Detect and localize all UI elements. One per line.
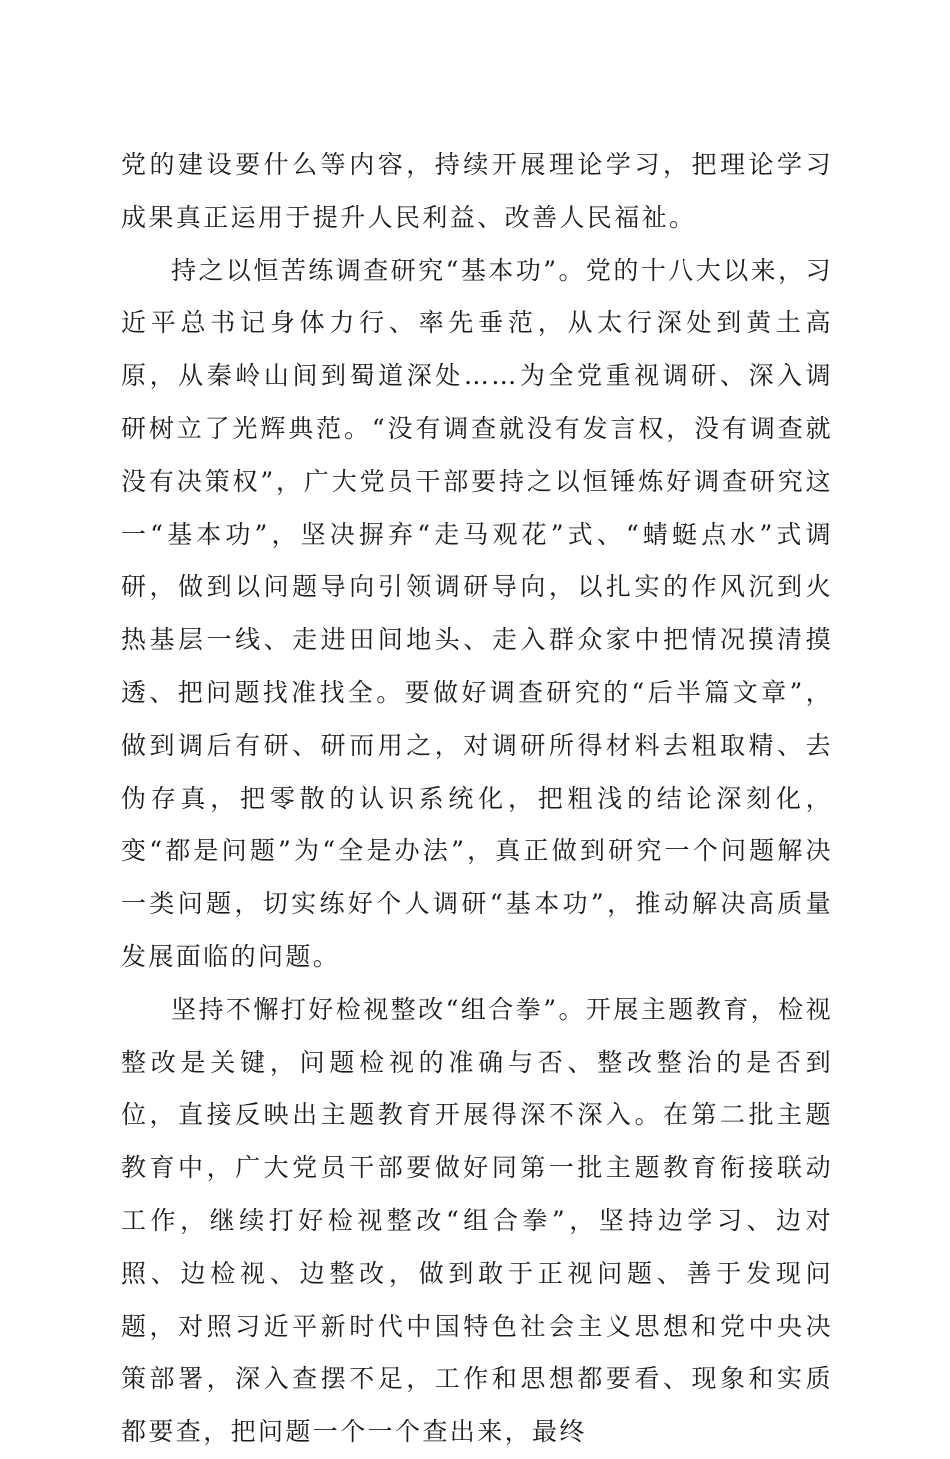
paragraph-inspection-rectification: 坚持不懈打好检视整改“组合拳”。开展主题教育，检视整改是关键，问题检视的准确与否、整改整治的是否到位，直接反映出主题教育开展得深不深入。在第二批主题教育中，广大党员干部要做好同第一批主题教育衔接联动工作，继续打好检视整改“组合拳”，坚持边学习、边对照、边检视、边整改，做到敢于正视问题、善于发现问题，对照习近平新时代中国特色社会主义思想和党中央决策部署，深入查摆不足，工作和思想都要看、现象和实质都要查，把问题一个一个查出来，最终 [121,994,833,1447]
document-body [121,139,833,1459]
paragraph-continuation: 党的建设要什么等内容，持续开展理论学习，把理论学习成果真正运用于提升人民利益、改善人民福祉。 [121,150,833,232]
paragraph-investigation-research: 持之以恒苦练调查研究“基本功”。党的十八大以来，习近平总书记身体力行、率先垂范，从太行深处到黄土高原，从秦岭山间到蜀道深处……为全党重视调研、深入调研树立了光辉典范。“没有调查就没有发言权，没有调查就没有决策权”，广大党员干部要持之以恒锤炼好调查研究这一“基本功”，坚决摒弃“走马观花”式、“蜻蜓点水”式调研，做到以问题导向引领调研导向，以扎实的作风沉到火热基层一线、走进田间地头、走入群众家中把情况摸清摸透、把问题找准找全。要做好调查研究的“后半篇文章”，做到调后有研、研而用之，对调研所得材料去粗取精、去伪存真，把零散的认识系统化，把粗浅的结论深刻化，变“都是问题”为“全是办法”，真正做到研究一个问题解决一类问题，切实练好个人调研“基本功”，推动解决高质量发展面临的问题。 [121,255,833,971]
